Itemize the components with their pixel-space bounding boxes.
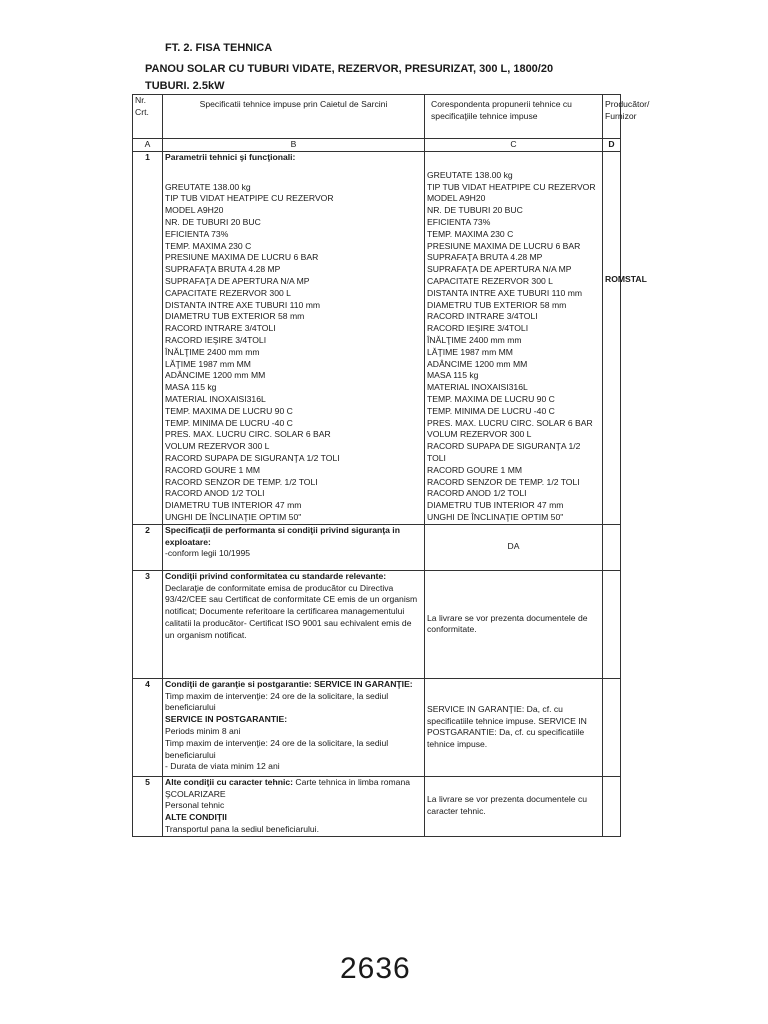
corr-param-item: RACORD SENZOR DE TEMP. 1/2 TOLI (427, 476, 580, 487)
spec-param-item: DIAMETRU TUB INTERIOR 47 mm (165, 500, 302, 511)
row4-text1: Timp maxim de intervenţie: 24 ore de la solicitare, la sediul beneficiarului (165, 690, 389, 713)
spec-param-item: RACORD IEŞIRE 3/4TOLI (165, 334, 267, 345)
row5-subtitle: ALTE CONDIŢII (165, 812, 227, 823)
spec-param-item: TEMP. MAXIMA 230 C (165, 240, 252, 251)
row3-producer (603, 570, 621, 678)
product-title-line-1: PANOU SOLAR CU TUBURI VIDATE, REZERVOR, PRESURIZAT, 300 L, 1800/20 (145, 63, 554, 75)
row5-title-rest: Carte tehnica in limba romana ŞCOLARIZARE (165, 776, 411, 799)
row-number: 2 (133, 524, 163, 570)
corr-param-item: PRESIUNE MAXIMA DE LUCRU 6 BAR (427, 240, 581, 251)
row4-spec-cell (163, 678, 425, 776)
row1-title: Parametrii tehnici şi funcţionali: (165, 151, 296, 162)
spec-param-item: CAPACITATE REZERVOR 300 L (165, 287, 291, 298)
corr-param-item: RACORD INTRARE 3/4TOLI (427, 311, 538, 322)
letter-d: D (603, 139, 621, 152)
producer-name: ROMSTAL (603, 151, 621, 524)
corr-param-item: DIAMETRU TUB INTERIOR 47 mm (427, 500, 564, 511)
spec-param-item: TIP TUB VIDAT HEATPIPE CU REZERVOR (165, 193, 334, 204)
row4-text4: - Durata de viata minim 12 ani (165, 761, 280, 772)
corr-param-item: MASA 115 kg (427, 370, 479, 381)
row-number: 4 (133, 678, 163, 776)
corr-param-item: ÎNĂLŢIME 2400 mm mm (427, 334, 522, 345)
row2-spec-cell (163, 524, 425, 570)
row1-corr-list (427, 170, 600, 524)
corr-param-item: TEMP. MINIMA DE LUCRU -40 C (427, 405, 555, 416)
row4-text2: Periods minim 8 ani (165, 725, 241, 736)
row2-producer (603, 524, 621, 570)
spec-param-item: VOLUM REZERVOR 300 L (165, 441, 270, 452)
header-spec: Specificatii tehnice impuse prin Caietul de Sarcini (163, 95, 425, 139)
header-producer: Producător/ Furnizor (603, 95, 621, 139)
spec-param-item: LĂŢIME 1987 mm MM (165, 358, 251, 369)
row3-spec-cell (163, 570, 425, 678)
spec-param-item: RACORD INTRARE 3/4TOLI (165, 323, 276, 334)
spec-param-item: TEMP. MINIMA DE LUCRU -40 C (165, 417, 293, 428)
corr-param-item: ADÂNCIME 1200 mm MM (427, 358, 528, 369)
corr-param-item: RACORD SUPAPA DE SIGURANŢA 1/2 (427, 441, 581, 452)
spec-param-item: TEMP. MAXIMA DE LUCRU 90 C (165, 405, 293, 416)
page-number: 2636 (340, 952, 411, 985)
row5-text1: Personal tehnic (165, 800, 225, 811)
letter-c: C (425, 139, 603, 152)
row2-title: Specificaţii de performanta si condiţii privind siguranţa in exploatare: (165, 524, 400, 547)
spec-param-item: GREUTATE 138.00 kg (165, 181, 251, 192)
row4-text3: Timp maxim de intervenţie: 24 ore de la solicitare, la sediul beneficiarului (165, 737, 389, 760)
corr-param-item: PRES. MAX. LUCRU CIRC. SOLAR 6 BAR (427, 417, 593, 428)
corr-param-item: RACORD ANOD 1/2 TOLI (427, 488, 527, 499)
product-title-line-2: TUBURI. 2.5kW (145, 80, 225, 92)
row5-spec-cell (163, 776, 425, 836)
corr-param-item: TIP TUB VIDAT HEATPIPE CU REZERVOR (427, 181, 596, 192)
row4-answer: SERVICE IN GARANŢIE: Da, cf. cu specificatiile tehnice impuse. SERVICE IN POSTGARANTIE: Da, cf. cu specificatiile tehnice impuse. (425, 678, 603, 776)
spec-param-item: MODEL A9H20 (165, 205, 224, 216)
row4-subtitle: SERVICE IN POSTGARANTIE: (165, 714, 288, 725)
spec-param-item: PRESIUNE MAXIMA DE LUCRU 6 BAR (165, 252, 319, 263)
row4-title: Condiţii de garanţie si postgarantie: SERVICE IN GARANŢIE: (165, 678, 413, 689)
table-row (133, 151, 621, 524)
corr-param-item: VOLUM REZERVOR 300 L (427, 429, 532, 440)
row-number: 1 (133, 151, 163, 524)
corr-param-item: SUPRAFAŢA BRUTA 4.28 MP (427, 252, 543, 263)
spec-param-item: NR. DE TUBURI 20 BUC (165, 216, 261, 227)
page-title: FT. 2. FISA TEHNICA (165, 42, 273, 54)
corr-param-item: LĂŢIME 1987 mm MM (427, 346, 513, 357)
corr-param-item: SUPRAFAŢA DE APERTURA N/A MP (427, 264, 572, 275)
table-row (133, 678, 621, 776)
row2-text: -conform legii 10/1995 (165, 548, 251, 559)
letter-a: A (133, 139, 163, 152)
spec-param-item: RACORD GOURE 1 MM (165, 464, 261, 475)
spec-param-item: MASA 115 kg (165, 382, 217, 393)
row5-title: Alte condiţii cu caracter tehnic: (165, 776, 293, 787)
corr-param-item: NR. DE TUBURI 20 BUC (427, 205, 523, 216)
spec-param-item: ÎNĂLŢIME 2400 mm mm (165, 346, 260, 357)
corr-param-item: DIAMETRU TUB EXTERIOR 58 mm (427, 299, 567, 310)
row1-corr-cell (425, 151, 603, 524)
corr-param-item: RACORD GOURE 1 MM (427, 464, 523, 475)
row1-spec-list (165, 182, 422, 524)
spec-param-item: EFICIENTA 73% (165, 228, 229, 239)
row-number: 3 (133, 570, 163, 678)
spec-param-item: RACORD SUPAPA DE SIGURANŢA 1/2 TOLI (165, 452, 340, 463)
table-row (133, 524, 621, 570)
spec-param-item: MATERIAL INOXAISI316L (165, 393, 266, 404)
corr-param-item: MODEL A9H20 (427, 193, 486, 204)
corr-param-item: TOLI (427, 452, 446, 463)
corr-param-item: RACORD IEŞIRE 3/4TOLI (427, 323, 529, 334)
spec-param-item: RACORD SENZOR DE TEMP. 1/2 TOLI (165, 476, 318, 487)
corr-param-item: DISTANTA INTRE AXE TUBURI 110 mm (427, 287, 583, 298)
spec-param-item: PRES. MAX. LUCRU CIRC. SOLAR 6 BAR (165, 429, 331, 440)
row5-answer: La livrare se vor prezenta documentele cu caracter tehnic. (425, 776, 603, 836)
spec-param-item: UNGHI DE ÎNCLINAŢIE OPTIM 50" (165, 511, 302, 522)
corr-param-item: UNGHI DE ÎNCLINAŢIE OPTIM 50" (427, 511, 564, 522)
spec-param-item: ADÂNCIME 1200 mm MM (165, 370, 266, 381)
row5-text2: Transportul pana la sediul beneficiarului. (165, 823, 319, 834)
spec-param-item: DIAMETRU TUB EXTERIOR 58 mm (165, 311, 305, 322)
row-number: 5 (133, 776, 163, 836)
row3-title: Condiţii privind conformitatea cu standarde relevante: (165, 570, 387, 581)
table-row (133, 776, 621, 836)
row3-answer: La livrare se vor prezenta documentele de conformitate. (425, 570, 603, 678)
spec-param-item: SUPRAFAŢA BRUTA 4.28 MP (165, 264, 281, 275)
row5-producer (603, 776, 621, 836)
table-header-row (133, 95, 621, 139)
row5-title-line (165, 777, 422, 801)
row4-producer (603, 678, 621, 776)
corr-param-item: TEMP. MAXIMA DE LUCRU 90 C (427, 393, 555, 404)
corr-param-item: MATERIAL INOXAISI316L (427, 382, 528, 393)
table-letter-row (133, 139, 621, 152)
table-row (133, 570, 621, 678)
row2-answer: DA (425, 524, 603, 570)
row3-text: Declaraţie de conformitate emisa de producător cu Directiva 93/42/CEE sau Certificat de conformitate CE emis de un organism notificat; Documente referitoare la certificarea managementului calitatii la producător- Certificat ISO 9001 sau echivalent emis de un organism notificat. (165, 582, 418, 640)
spec-param-item: RACORD ANOD 1/2 TOLI (165, 488, 265, 499)
row1-spec-cell (163, 151, 425, 524)
corr-param-item: EFICIENTA 73% (427, 216, 491, 227)
technical-spec-table (132, 94, 650, 837)
letter-b: B (163, 139, 425, 152)
spec-param-item: DISTANTA INTRE AXE TUBURI 110 mm (165, 299, 321, 310)
corr-param-item: CAPACITATE REZERVOR 300 L (427, 275, 553, 286)
header-nr: Nr. Crt. (133, 95, 163, 139)
corr-param-item: GREUTATE 138.00 kg (427, 169, 513, 180)
header-corr: Corespondenta propunerii tehnice cu specificaţiile tehnice impuse (425, 95, 603, 139)
corr-param-item: TEMP. MAXIMA 230 C (427, 228, 514, 239)
spec-param-item: SUPRAFAŢA DE APERTURA N/A MP (165, 275, 310, 286)
